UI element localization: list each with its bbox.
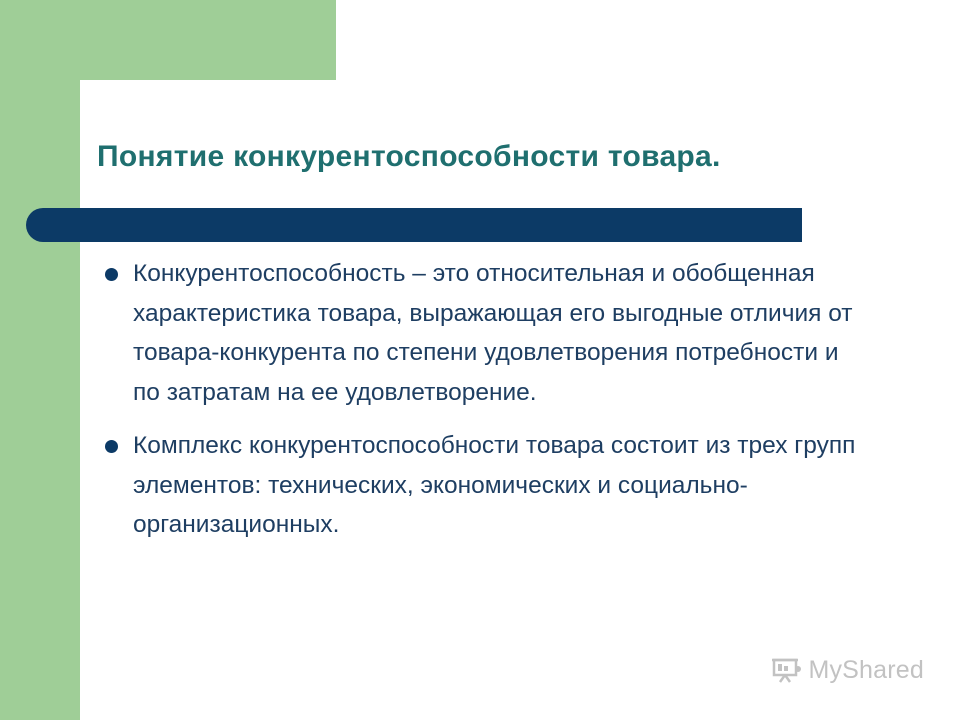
green-top-block [80,0,336,80]
bullet-dot-icon [105,440,118,453]
watermark-text: MyShared [808,655,924,684]
presentation-board-icon [772,657,802,683]
watermark-logo [772,652,924,688]
slide-title: Понятие конкурентоспособности товара. [97,140,721,173]
list-item [103,426,863,545]
bullet-dot-icon [105,268,118,281]
bullet-text: Конкурентоспособность – это относительная и обобщенная характеристика товара, выражающая его выгодные отличия от товара-конкурента по степени удовлетворения потребности и по затратам на ее удовлетворение. [133,260,853,406]
bullet-text: Комплекс конкурентоспособности товара состоит из трех групп элементов: технических, экономических и социально-организационных. [133,432,856,538]
green-side-stripe [0,0,80,720]
title-divider-bar [26,208,802,242]
bullet-list [103,254,863,559]
list-item [103,254,863,412]
